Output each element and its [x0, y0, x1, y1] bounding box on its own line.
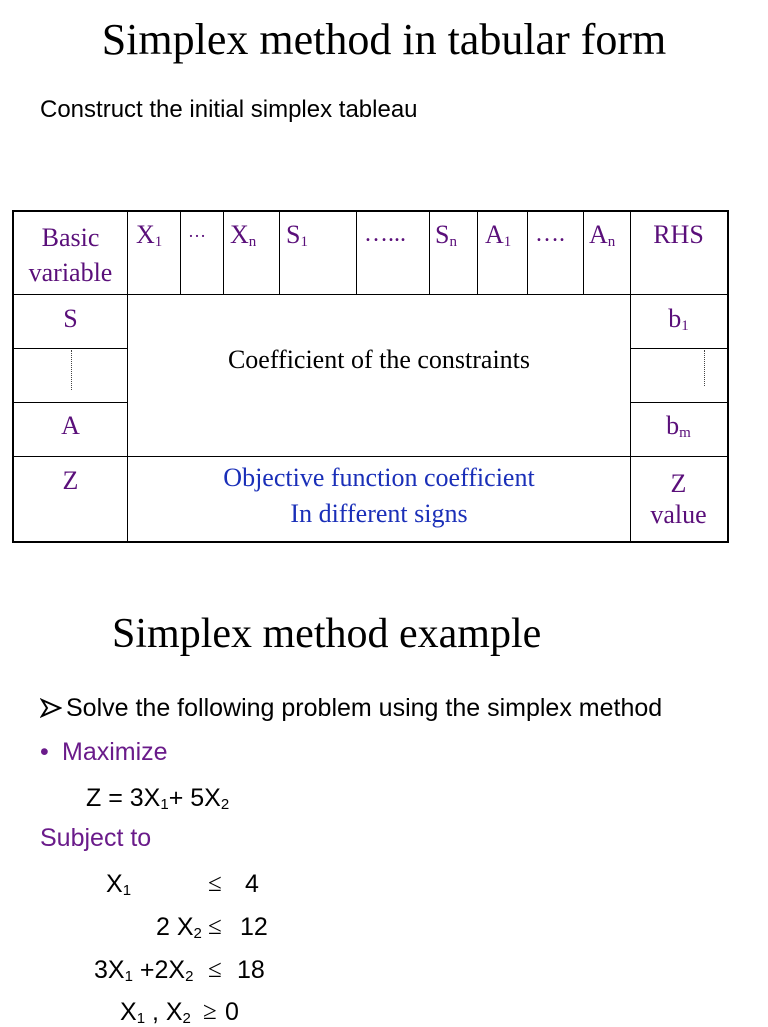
constraint-3-op: ≤	[208, 956, 222, 983]
rhs-z-line2: value	[650, 500, 707, 529]
header-basic-line2: variable	[28, 258, 113, 287]
header-sn	[435, 222, 457, 248]
row-ellipsis-left	[71, 350, 72, 390]
header-s1-sub: 1	[300, 234, 308, 250]
header-dots-3: ….	[535, 221, 565, 247]
bullet-dot-icon: •	[40, 738, 49, 766]
constraint-1-op: ≤	[208, 870, 222, 897]
col-divider	[279, 212, 280, 294]
row-label-a: A	[61, 411, 80, 440]
row-divider	[14, 348, 128, 349]
constraint-1-lhs	[106, 870, 131, 899]
constraint-3-rhs: 18	[237, 956, 265, 984]
arrow-bullet-text: Solve the following problem using the simplex method	[66, 694, 663, 722]
header-s1-letter: S	[286, 220, 301, 249]
constraint-1-sub: 1	[122, 882, 132, 899]
rhs-bm	[630, 413, 727, 439]
constraint-3-sub1: 1	[124, 968, 133, 985]
simplex-tableau	[12, 210, 729, 543]
subject-to-label: Subject to	[40, 824, 152, 852]
constraint-4-part1: X	[120, 998, 137, 1026]
section-title-example: Simplex method example	[112, 611, 542, 657]
row-divider	[630, 348, 727, 349]
row-divider	[630, 402, 727, 403]
header-dots-1: …	[188, 221, 206, 241]
header-an-letter: A	[589, 220, 608, 249]
constraint-4-lhs	[120, 998, 191, 1027]
objective-eq-sub2: 2	[220, 796, 230, 813]
constraint-2-sub: 2	[193, 925, 202, 942]
objective-coefficients	[128, 460, 630, 533]
header-x1-letter: X	[136, 220, 155, 249]
row-divider	[14, 402, 128, 403]
constraint-3-part1: 3X	[94, 956, 125, 984]
header-xn-letter: X	[230, 220, 249, 249]
rhs-z-value	[630, 466, 727, 532]
objective-eq-part2: + 5X	[168, 784, 221, 812]
rhs-bm-sub: m	[679, 425, 691, 441]
rhs-ellipsis	[704, 350, 705, 386]
header-xn-sub: n	[248, 234, 257, 250]
constraint-2-var: 2 X	[156, 913, 194, 941]
maximize-item	[40, 738, 168, 767]
header-rhs: RHS	[653, 220, 704, 249]
row-divider	[14, 294, 727, 295]
col-divider	[429, 212, 430, 294]
header-basic-variable	[14, 220, 127, 290]
constraint-1-var: X	[106, 870, 123, 898]
objective-line1: Objective function coefficient	[223, 463, 535, 492]
header-an-sub: n	[607, 234, 616, 250]
arrow-bullet-item	[40, 694, 662, 723]
row-divider	[14, 456, 727, 457]
header-an	[589, 222, 615, 248]
rhs-b1-sub: 1	[681, 318, 689, 334]
constraints-coefficients: Coefficient of the constraints	[227, 345, 531, 374]
constraint-4-op: ≥	[203, 998, 217, 1025]
header-a1-sub: 1	[503, 234, 512, 250]
arrow-bullet-icon	[40, 698, 62, 718]
constraint-1-rhs: 4	[245, 870, 259, 898]
rhs-z-line1: Z	[670, 469, 687, 498]
constraint-4-part2: , X	[145, 998, 183, 1026]
constraint-2-op: ≤	[208, 913, 222, 940]
header-xn	[230, 222, 256, 248]
rhs-b1	[630, 306, 727, 332]
rhs-b1-letter: b	[668, 304, 682, 333]
col-divider	[356, 212, 357, 294]
col-divider	[180, 212, 181, 294]
header-basic-line1: Basic	[41, 223, 100, 252]
constraint-3-sub2: 2	[185, 968, 194, 985]
section-subtitle: Construct the initial simplex tableau	[40, 96, 418, 123]
header-s1	[286, 222, 308, 248]
header-dots-2: …...	[364, 221, 406, 247]
col-divider	[527, 212, 528, 294]
objective-line2: In different signs	[290, 499, 468, 529]
header-a1-letter: A	[485, 220, 504, 249]
constraint-3-part2: +2X	[132, 956, 186, 984]
header-sn-sub: n	[449, 234, 457, 250]
objective-eq-part1: Z = 3X	[86, 784, 161, 812]
col-divider	[583, 212, 584, 294]
constraint-3-lhs	[94, 956, 193, 985]
row-label-s: S	[63, 304, 78, 333]
row-label-z: Z	[62, 466, 79, 495]
constraint-2-lhs	[156, 913, 202, 942]
col-divider	[477, 212, 478, 294]
section-title-tabular: Simplex method in tabular form	[101, 15, 667, 64]
header-x1-sub: 1	[154, 234, 163, 250]
objective-eq-sub1: 1	[160, 796, 169, 813]
rhs-bm-letter: b	[666, 411, 680, 440]
constraint-2-rhs: 12	[240, 913, 268, 941]
constraint-4-sub1: 1	[136, 1010, 146, 1027]
header-sn-letter: S	[435, 220, 450, 249]
constraint-4-rhs: 0	[225, 998, 239, 1026]
col-divider	[223, 212, 224, 294]
header-x1	[136, 222, 162, 248]
header-a1	[485, 222, 511, 248]
objective-equation	[86, 784, 229, 813]
constraint-4-sub2: 2	[182, 1010, 191, 1027]
maximize-label: Maximize	[62, 738, 168, 766]
